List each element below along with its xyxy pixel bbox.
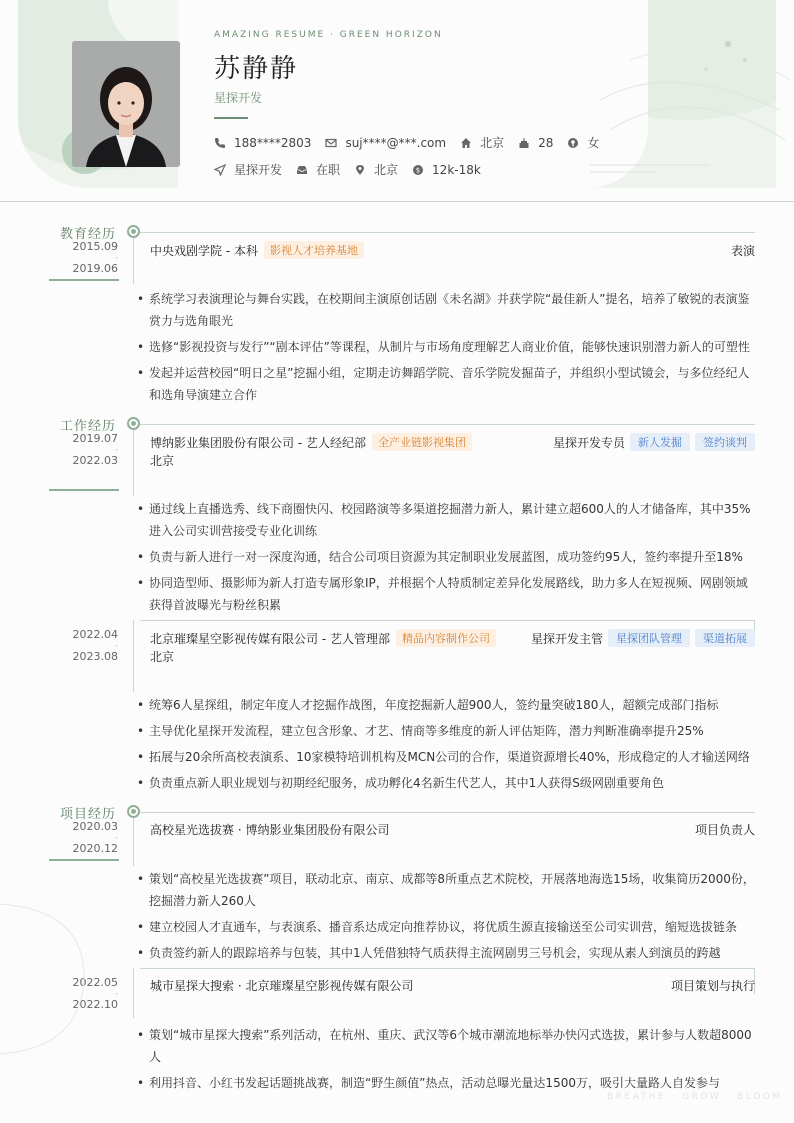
project-name: 城市星探大搜索 · 北京璀璨星空影视传媒有限公司 — [150, 979, 414, 993]
intent-salary-item — [412, 163, 481, 177]
project-bullets-1 — [137, 868, 755, 968]
list-item: • 策划“高校星光选拔赛”项目，联动北京、南京、成都等8所重点艺术院校，开展落地海选15场，收集简历2000份，挖掘潜力新人260人 — [137, 868, 755, 912]
entry-top-line — [140, 968, 755, 969]
skill-tag: 签约谈判 — [695, 433, 755, 451]
position-title: 星探开发主管 — [530, 631, 603, 646]
company-name: 北京璀璨星空影视传媒有限公司 - 艺人管理部 — [150, 631, 390, 646]
list-item: • 建立校园人才直通车，与表演系、播音系达成定向推荐协议，将优质生源直接输送至公司实训营，缩短选拔链条 — [137, 916, 755, 938]
school-name: 中央戏剧学院 - 本科 — [150, 243, 258, 258]
job-intent-row — [214, 161, 495, 178]
timeline-line — [133, 238, 134, 284]
phone-text: 188****2803 — [234, 135, 312, 150]
list-item: • 选修“影视投资与发行”“剧本评估”等课程，从制片与市场角度理解艺人商业价值，能够快速识别潜力新人的可塑性 — [137, 336, 755, 358]
section-underline — [49, 489, 119, 491]
timeline-dot — [127, 417, 140, 430]
cake-icon — [518, 137, 530, 149]
list-item: • 拓展与20余所高校表演系、10家模特培训机构及MCN公司的合作，渠道资源增长40%，形成稳定的人才输送网络 — [137, 746, 755, 768]
list-item: • 策划“城市星探大搜索”系列活动，在杭州、重庆、武汉等6个城市潮流地标举办快闪式选拔，累计参与人数超8000人 — [137, 1024, 755, 1068]
start-date: 2019.07 — [72, 432, 118, 445]
project-role: 项目负责人 — [694, 823, 755, 837]
age-text: 28 — [538, 135, 554, 150]
project-entry-head-1 — [150, 821, 755, 838]
end-date: 2022.03 — [72, 454, 118, 467]
gender-text: 女 — [587, 136, 600, 150]
entry-top-line — [140, 620, 755, 621]
list-item: • 负责与新人进行一对一深度沟通，结合公司项目资源为其定制职业发展蓝图，成功签约95人，签约率提升至18% — [137, 546, 755, 568]
age-item — [518, 136, 553, 150]
city-text: 北京 — [480, 136, 505, 150]
projects-section-title: 项目经历 — [59, 807, 116, 822]
end-date: 2023.08 — [72, 650, 118, 663]
list-item: • 统筹6人星探组，制定年度人才挖掘作战图，年度挖掘新人超900人，签约量突破180人，超额完成部门指标 — [137, 694, 755, 716]
work-bullets-1 — [137, 498, 755, 620]
company-tag: 全产业链影视集团 — [372, 433, 472, 451]
start-date: 2020.03 — [72, 820, 118, 833]
email-text: suj****@***.com — [345, 135, 447, 150]
gender-item — [567, 134, 599, 151]
major: 表演 — [730, 243, 755, 258]
home-icon — [460, 137, 472, 149]
education-section-title: 教育经历 — [59, 227, 116, 242]
start-date: 2022.04 — [72, 628, 118, 641]
intent-salary-text: 12k-18k — [432, 162, 481, 177]
candidate-name: 苏静静 — [214, 54, 299, 84]
skill-tag: 渠道拓展 — [695, 629, 755, 647]
timeline-dot — [127, 225, 140, 238]
work-bullets-2 — [137, 694, 755, 798]
start-date: 2022.05 — [72, 976, 118, 989]
role-underline — [214, 117, 248, 119]
education-date: 2015.09 - 2019.06 — [72, 240, 118, 275]
intent-position-text: 星探开发 — [234, 163, 283, 177]
intent-status-text: 在职 — [316, 163, 341, 177]
timeline-line — [133, 968, 134, 1018]
svg-text:$: $ — [415, 166, 421, 174]
skill-tag: 星探团队管理 — [608, 629, 690, 647]
start-date: 2015.09 — [72, 240, 118, 253]
list-item: • 负责签约新人的跟踪培养与包装，其中1人凭借独特气质获得主流网剧男三号机会，实现从素人到演员的跨越 — [137, 942, 755, 964]
salary-coin-icon — [412, 164, 424, 176]
work-date-2: 2022.04 - 2023.08 — [72, 628, 118, 663]
project-name: 高校星光选拔赛 · 博纳影业集团股份有限公司 — [150, 823, 390, 837]
city-item — [460, 134, 504, 151]
school-tag: 影视人才培养基地 — [264, 241, 364, 259]
list-item: • 负责重点新人职业规划与初期经纪服务，成功孵化4名新生代艺人，其中1人获得S级网剧重要角色 — [137, 772, 755, 794]
header-divider — [0, 201, 794, 202]
mail-icon — [325, 137, 337, 149]
project-date-2: 2022.05 - 2022.10 — [72, 976, 118, 1011]
work-date-1: 2019.07 - 2022.03 — [72, 432, 118, 467]
section-underline — [49, 859, 119, 861]
send-icon — [214, 164, 226, 176]
education-entry-head — [150, 241, 755, 259]
entry-top-line — [140, 812, 755, 813]
end-date: 2022.10 — [72, 998, 118, 1011]
project-date-1: 2020.03 - 2020.12 — [72, 820, 118, 855]
list-item: • 利用抖音、小红书发起话题挑战赛，制造“野生颜值”热点，活动总曝光量达1500万，吸引大量路人自发参与 — [137, 1072, 755, 1094]
work-entry-head-2 — [150, 629, 755, 647]
company-tag: 精品内容制作公司 — [396, 629, 496, 647]
timeline-line — [133, 818, 134, 866]
project-entry-head-2 — [150, 977, 755, 994]
footer-tagline: BREATHE · GROW · BLOOM — [607, 1092, 783, 1102]
skill-tag: 新人发掘 — [630, 433, 690, 451]
phone-item — [214, 136, 311, 150]
project-role: 项目策划与执行 — [670, 979, 755, 993]
company-name: 博纳影业集团股份有限公司 - 艺人经纪部 — [150, 435, 366, 450]
candidate-role: 星探开发 — [214, 91, 263, 105]
education-bullets — [137, 288, 755, 410]
profile-photo — [72, 41, 180, 167]
work-location: 北京 — [150, 454, 175, 468]
email-item — [325, 136, 446, 150]
section-underline — [49, 279, 119, 281]
work-entry-head-1 — [150, 433, 755, 451]
inbox-icon — [296, 164, 308, 176]
end-date: 2020.12 — [72, 842, 118, 855]
resume-tagline: AMAZING RESUME · GREEN HORIZON — [214, 30, 443, 40]
timeline-dot — [127, 805, 140, 818]
project-bullets-2 — [137, 1024, 755, 1098]
intent-location-text: 北京 — [374, 163, 399, 177]
entry-top-line — [140, 232, 755, 233]
list-item: • 发起并运营校园“明日之星”挖掘小组，定期走访舞蹈学院、音乐学院发掘苗子，并组织小型试镜会，与多位经纪人和选角导演建立合作 — [137, 362, 755, 406]
position-title: 星探开发专员 — [552, 435, 625, 450]
gender-icon — [567, 137, 579, 149]
intent-location-item — [354, 161, 398, 178]
list-item: • 主导优化星探开发流程，建立包含形象、才艺、情商等多维度的新人评估矩阵，潜力判断准确率提升25% — [137, 720, 755, 742]
work-section-title: 工作经历 — [59, 419, 116, 434]
location-pin-icon — [354, 164, 366, 176]
timeline-line — [133, 620, 134, 692]
work-location: 北京 — [150, 650, 175, 664]
list-item: • 协同造型师、摄影师为新人打造专属形象IP，并根据个人特质制定差异化发展路线，助力多人在短视频、网剧领域获得首波曝光与粉丝积累 — [137, 572, 755, 616]
intent-status-item — [296, 161, 340, 178]
phone-icon — [214, 137, 226, 149]
contact-row — [214, 134, 613, 151]
list-item: • 系统学习表演理论与舞台实践，在校期间主演原创话剧《未名湖》并获学院“最佳新人”提名，培养了敏锐的表演鉴赏力与选角眼光 — [137, 288, 755, 332]
end-date: 2019.06 — [72, 262, 118, 275]
intent-position-item — [214, 161, 282, 178]
list-item: • 通过线上直播选秀、线下商圈快闪、校园路演等多渠道挖掘潜力新人，累计建立超600人的人才储备库，其中35%进入公司实训营接受专业化训练 — [137, 498, 755, 542]
entry-top-line — [140, 424, 755, 425]
timeline-line — [133, 430, 134, 496]
